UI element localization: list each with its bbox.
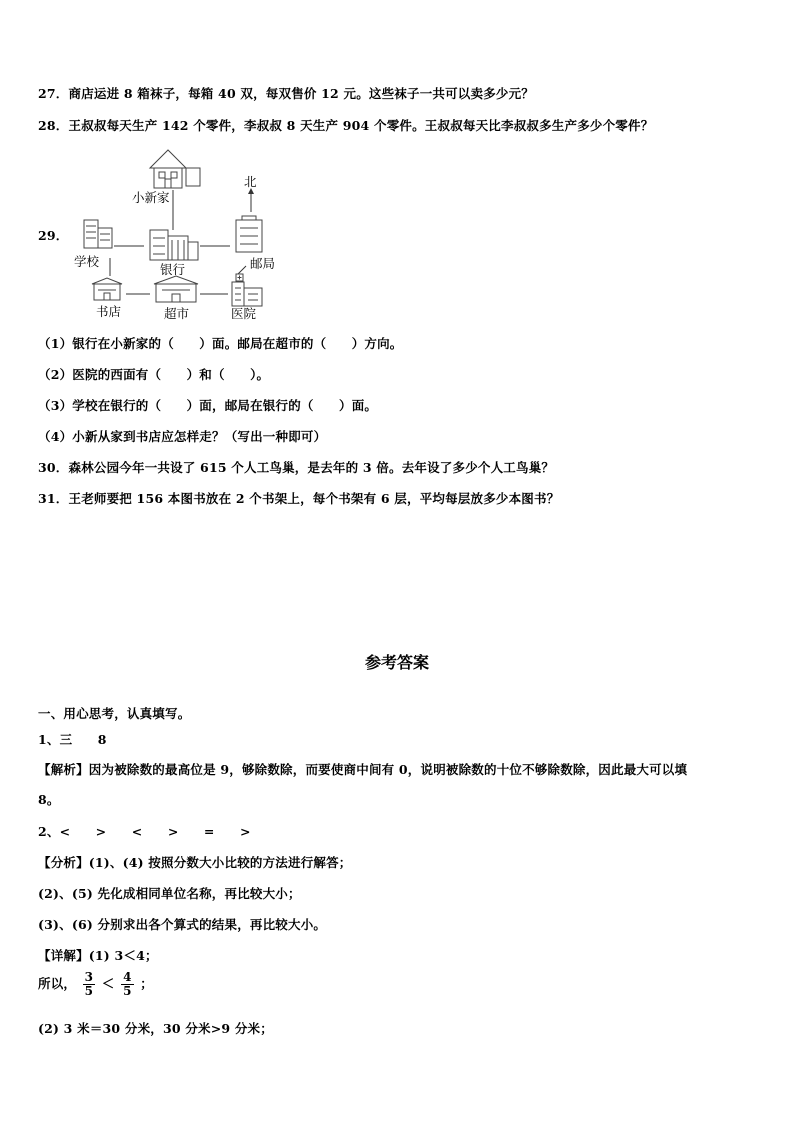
- prefix-text: 所以，: [38, 976, 77, 991]
- answer-2-detail-line3: (2) 3 米＝30 分米，30 分米>9 分米；: [38, 1021, 273, 1036]
- question-29-number: 29．: [38, 228, 69, 243]
- hospital-label: 医院: [231, 306, 257, 321]
- post-office-icon: [236, 216, 262, 252]
- answer-2-analysis-line3: (3)、(6) 分别求出各个算式的结果，再比较大小。: [38, 917, 327, 932]
- school-label: 学校: [74, 254, 100, 269]
- question-31: 31．王老师要把 156 本图书放在 2 个书架上，每个书架有 6 层，平均每层放多少本图书？: [38, 491, 560, 506]
- answer-1: 1、三 8: [38, 732, 107, 747]
- bank-label: 银行: [160, 262, 186, 277]
- home-label: 小新家: [132, 190, 170, 205]
- direction-map: [38, 148, 338, 328]
- market-label: 超市: [164, 306, 190, 321]
- answer-2-detail-line2: [38, 971, 153, 998]
- bookstore-icon: [92, 278, 122, 300]
- question-29-2: （2）医院的西面有（ ）和（ ）。: [38, 367, 270, 382]
- answer-2-analysis-line1: 【分析】(1)、(4) 按照分数大小比较的方法进行解答；: [38, 855, 352, 870]
- question-27: 27．商店运进 8 箱袜子，每箱 40 双，每双售价 12 元。这些袜子一共可以卖多少元？: [38, 86, 534, 101]
- answer-2-analysis-line2: (2)、(5) 先化成相同单位名称，再比较大小；: [38, 886, 301, 901]
- section-1-heading: 一、用心思考，认真填写。: [38, 706, 191, 721]
- question-28: 28．王叔叔每天生产 142 个零件，李叔叔 8 天生产 904 个零件。王叔叔每天比李叔叔多生产多少个零件？: [38, 118, 654, 133]
- hospital-icon: [232, 274, 262, 306]
- answer-1-analysis-line2: 8。: [38, 792, 60, 807]
- answer-1-analysis-line1: 【解析】因为被除数的最高位是 9，够除数除，而要使商中间有 0，说明被除数的十位不够除数除，因此最大可以填: [38, 762, 688, 777]
- question-29-3: （3）学校在银行的（ ）面，邮局在银行的（ ）面。: [38, 398, 378, 413]
- answer-2: 2、< > < > = >: [38, 824, 251, 839]
- question-30: 30．森林公园今年一共设了 615 个人工鸟巢，是去年的 3 倍。去年设了多少个人工鸟巢？: [38, 460, 555, 475]
- school-icon: [84, 220, 112, 248]
- fraction-3-5: [83, 971, 96, 998]
- north-label: 北: [244, 174, 257, 189]
- less-than-sign: ＜: [101, 976, 115, 991]
- answers-title: 参考答案: [364, 653, 429, 672]
- fraction-numerator: 3: [84, 970, 94, 984]
- fraction-denominator: 5: [84, 984, 94, 998]
- fraction-denominator: 5: [123, 984, 132, 998]
- bookstore-label: 书店: [96, 304, 122, 319]
- house-icon: [150, 150, 200, 188]
- suffix-text: ；: [140, 976, 153, 991]
- fraction-4-5: [121, 971, 134, 998]
- question-29-1: （1）银行在小新家的（ ）面。邮局在超市的（ ）方向。: [38, 336, 403, 351]
- supermarket-icon: [154, 276, 198, 302]
- question-29-4: （4）小新从家到书店应怎样走？（写出一种即可）: [38, 429, 327, 444]
- fraction-numerator: 4: [123, 970, 132, 984]
- post-label: 邮局: [250, 256, 276, 271]
- answer-2-detail-line1: 【详解】(1) 3＜4；: [38, 948, 158, 963]
- bank-icon: [150, 230, 198, 260]
